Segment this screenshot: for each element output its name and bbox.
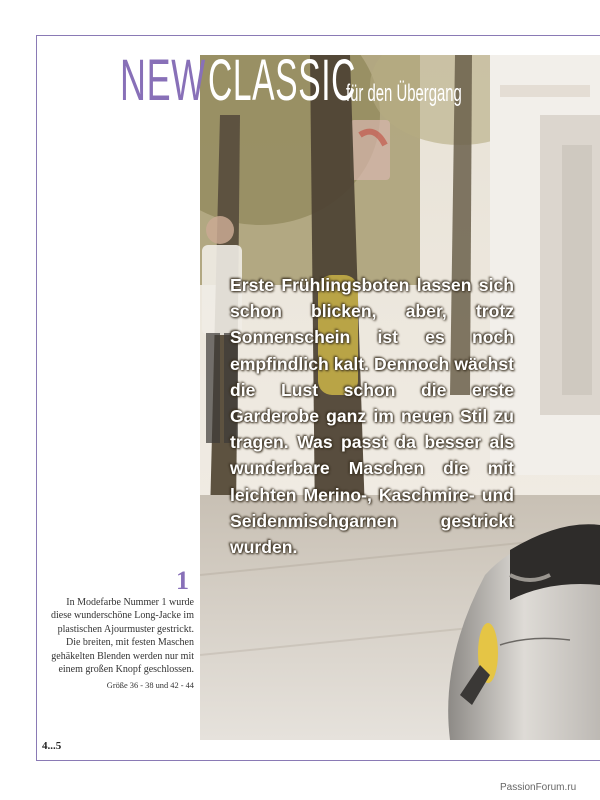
title-classic: CLASSIC: [208, 48, 357, 113]
frame-top-line: [36, 35, 600, 36]
title-new: NEW: [120, 48, 206, 113]
caption-sizes: Größe 36 - 38 und 42 - 44: [106, 681, 194, 690]
intro-paragraph: Erste Frühlingsboten lassen sich schon blicken, aber, trotz Sonnenschein ist es noch empfindlich kalt. Dennoch wächst die Lust schon die erste Garderobe ganz im neuen Stil zu tragen. Was passt da besser als wunderbare Maschen die mit leichten Merino-, Kaschmire- und Seidenmischgarnen gestrickt wurden.: [230, 275, 514, 558]
page-number: 4...5: [42, 740, 62, 752]
frame-left-line: [36, 35, 37, 760]
frame-bottom-line: [36, 760, 600, 761]
caption-number: 1: [176, 566, 189, 595]
watermark: PassionForum.ru: [500, 782, 577, 793]
caption-text: In Modefarbe Nummer 1 wurde diese wunderschöne Long-Jacke im plastischen Ajourmuster gestrickt. Die breiten, mit festen Maschen gehäkelten Blenden werden nur mit einem großen Knopf geschlossen.: [50, 597, 194, 676]
title-subtitle: für den Übergang: [346, 80, 462, 107]
